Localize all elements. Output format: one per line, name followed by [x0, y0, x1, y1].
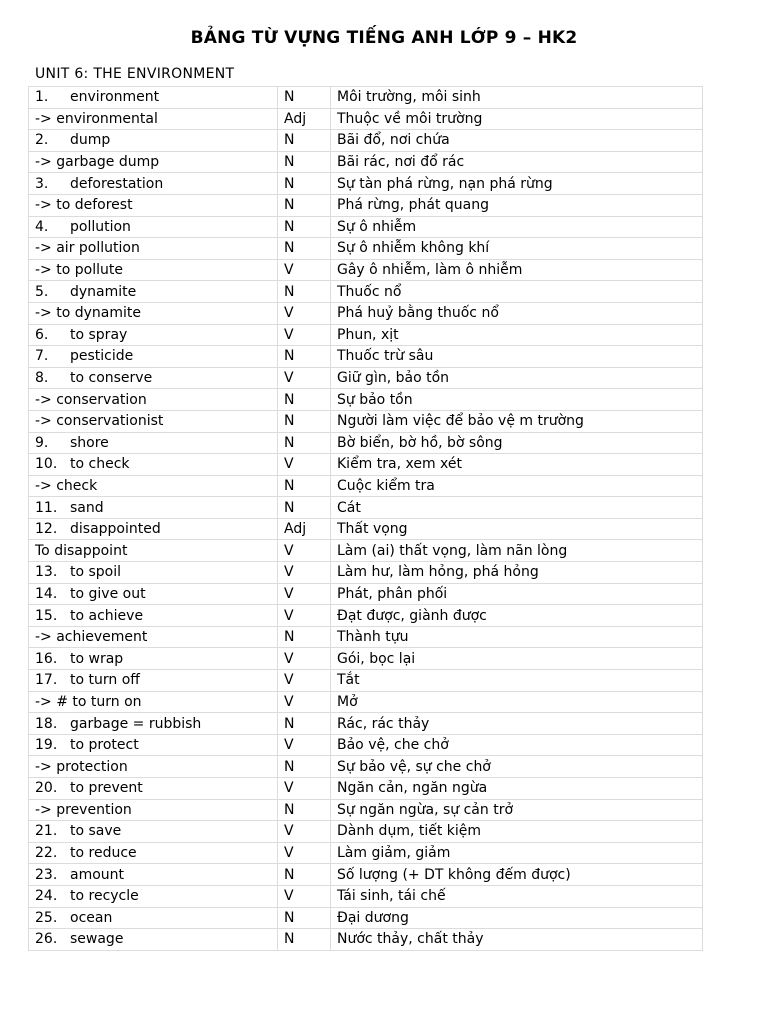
part-of-speech-cell: V — [278, 302, 331, 324]
entry-word: -> to pollute — [35, 262, 123, 279]
word-cell — [29, 626, 278, 648]
meaning-cell: Môi trường, môi sinh — [331, 87, 703, 109]
word-cell — [29, 324, 278, 346]
entry-word: To disappoint — [35, 542, 128, 559]
meaning-cell: Sự ô nhiễm — [331, 216, 703, 238]
entry-number: 21. — [35, 823, 58, 840]
part-of-speech-cell: V — [278, 454, 331, 476]
table-row — [29, 130, 703, 152]
meaning-cell: Phát, phân phối — [331, 583, 703, 605]
entry-number: 4. — [35, 218, 49, 235]
word-cell — [29, 194, 278, 216]
entry-word: -> garbage dump — [35, 154, 160, 171]
word-cell — [29, 648, 278, 670]
meaning-cell: Tắt — [331, 670, 703, 692]
entry-word: sand — [70, 499, 104, 516]
meaning-cell: Nước thảy, chất thảy — [331, 929, 703, 951]
entry-word: to spray — [70, 326, 128, 343]
word-cell — [29, 583, 278, 605]
entry-number: 13. — [35, 564, 58, 581]
part-of-speech-cell: V — [278, 885, 331, 907]
table-row — [29, 259, 703, 281]
meaning-cell: Số lượng (+ DT không đếm được) — [331, 864, 703, 886]
entry-word: to turn off — [70, 672, 140, 689]
part-of-speech-cell: N — [278, 194, 331, 216]
entry-number: 3. — [35, 175, 49, 192]
table-row — [29, 799, 703, 821]
part-of-speech-cell: N — [278, 929, 331, 951]
word-cell — [29, 259, 278, 281]
part-of-speech-cell: V — [278, 821, 331, 843]
entry-number: 2. — [35, 132, 49, 149]
word-cell — [29, 821, 278, 843]
meaning-cell: Bãi đổ, nơi chứa — [331, 130, 703, 152]
meaning-cell: Tái sinh, tái chế — [331, 885, 703, 907]
word-cell — [29, 778, 278, 800]
part-of-speech-cell: V — [278, 670, 331, 692]
entry-number: 12. — [35, 521, 58, 538]
table-row — [29, 691, 703, 713]
word-cell — [29, 562, 278, 584]
word-cell — [29, 540, 278, 562]
table-row — [29, 713, 703, 735]
table-row — [29, 929, 703, 951]
entry-number: 14. — [35, 585, 58, 602]
part-of-speech-cell: N — [278, 799, 331, 821]
word-cell — [29, 346, 278, 368]
part-of-speech-cell: V — [278, 778, 331, 800]
entry-number: 1. — [35, 89, 49, 106]
part-of-speech-cell: N — [278, 389, 331, 411]
meaning-cell: Phá huỷ bằng thuốc nổ — [331, 302, 703, 324]
entry-word: to recycle — [70, 888, 139, 905]
entry-word: to reduce — [70, 845, 137, 862]
entry-word: to wrap — [70, 650, 124, 667]
entry-word: pollution — [70, 218, 131, 235]
meaning-cell: Sự bảo tồn — [331, 389, 703, 411]
entry-word: -> to dynamite — [35, 305, 141, 322]
meaning-cell: Rác, rác thảy — [331, 713, 703, 735]
entry-word: to save — [70, 823, 122, 840]
part-of-speech-cell: Adj — [278, 518, 331, 540]
entry-word: -> environmental — [35, 110, 158, 127]
entry-word: dump — [70, 132, 111, 149]
entry-word: disappointed — [70, 521, 161, 538]
table-row — [29, 648, 703, 670]
entry-word: environment — [70, 89, 160, 106]
table-row — [29, 432, 703, 454]
meaning-cell: Làm (ai) thất vọng, làm nãn lòng — [331, 540, 703, 562]
part-of-speech-cell: N — [278, 864, 331, 886]
part-of-speech-cell: V — [278, 734, 331, 756]
entry-word: to spoil — [70, 564, 122, 581]
table-row — [29, 626, 703, 648]
entry-word: -> achievement — [35, 629, 148, 646]
word-cell — [29, 238, 278, 260]
word-cell — [29, 670, 278, 692]
table-row — [29, 87, 703, 109]
part-of-speech-cell: V — [278, 691, 331, 713]
entry-word: deforestation — [70, 175, 164, 192]
meaning-cell: Làm giảm, giảm — [331, 842, 703, 864]
part-of-speech-cell: N — [278, 626, 331, 648]
word-cell — [29, 87, 278, 109]
word-cell — [29, 605, 278, 627]
meaning-cell: Giữ gìn, bảo tồn — [331, 367, 703, 389]
entry-word: dynamite — [70, 283, 137, 300]
part-of-speech-cell: V — [278, 259, 331, 281]
word-cell — [29, 367, 278, 389]
table-row — [29, 821, 703, 843]
word-cell — [29, 108, 278, 130]
entry-number: 5. — [35, 283, 49, 300]
meaning-cell: Sự ngăn ngừa, sự cản trở — [331, 799, 703, 821]
entry-number: 9. — [35, 434, 49, 451]
entry-number: 25. — [35, 909, 58, 926]
table-row — [29, 885, 703, 907]
part-of-speech-cell: V — [278, 324, 331, 346]
entry-number: 19. — [35, 737, 58, 754]
table-row — [29, 518, 703, 540]
word-cell — [29, 929, 278, 951]
entry-word: to protect — [70, 737, 139, 754]
word-cell — [29, 130, 278, 152]
entry-word: to give out — [70, 585, 146, 602]
entry-number: 20. — [35, 780, 58, 797]
entry-word: garbage = rubbish — [70, 715, 202, 732]
word-cell — [29, 799, 278, 821]
word-cell — [29, 691, 278, 713]
part-of-speech-cell: N — [278, 713, 331, 735]
table-row — [29, 864, 703, 886]
entry-word: -> # to turn on — [35, 693, 142, 710]
meaning-cell: Thuốc nổ — [331, 281, 703, 303]
meaning-cell: Dành dụm, tiết kiệm — [331, 821, 703, 843]
table-row — [29, 173, 703, 195]
table-row — [29, 410, 703, 432]
word-cell — [29, 454, 278, 476]
part-of-speech-cell: N — [278, 216, 331, 238]
part-of-speech-cell: V — [278, 367, 331, 389]
word-cell — [29, 151, 278, 173]
entry-word: to check — [70, 456, 130, 473]
entry-number: 24. — [35, 888, 58, 905]
table-row — [29, 907, 703, 929]
table-row — [29, 324, 703, 346]
part-of-speech-cell: V — [278, 605, 331, 627]
entry-word: pesticide — [70, 348, 134, 365]
meaning-cell: Thất vọng — [331, 518, 703, 540]
table-row — [29, 583, 703, 605]
word-cell — [29, 389, 278, 411]
table-row — [29, 605, 703, 627]
part-of-speech-cell: N — [278, 410, 331, 432]
entry-word: to conserve — [70, 370, 153, 387]
word-cell — [29, 864, 278, 886]
entry-number: 15. — [35, 607, 58, 624]
part-of-speech-cell: N — [278, 346, 331, 368]
word-cell — [29, 713, 278, 735]
table-row — [29, 670, 703, 692]
entry-word: to achieve — [70, 607, 144, 624]
table-row — [29, 778, 703, 800]
meaning-cell: Thuộc về môi trường — [331, 108, 703, 130]
table-row — [29, 454, 703, 476]
meaning-cell: Ngăn cản, ngăn ngừa — [331, 778, 703, 800]
entry-number: 17. — [35, 672, 58, 689]
entry-word: sewage — [70, 931, 124, 948]
part-of-speech-cell: N — [278, 87, 331, 109]
word-cell — [29, 907, 278, 929]
entry-word: shore — [70, 434, 109, 451]
meaning-cell: Đạt được, giành được — [331, 605, 703, 627]
entry-word: -> to deforest — [35, 197, 133, 214]
part-of-speech-cell: N — [278, 130, 331, 152]
table-row — [29, 216, 703, 238]
meaning-cell: Sự bảo vệ, sự che chở — [331, 756, 703, 778]
meaning-cell: Cát — [331, 497, 703, 519]
entry-number: 23. — [35, 866, 58, 883]
part-of-speech-cell: V — [278, 540, 331, 562]
entry-word: -> protection — [35, 758, 128, 775]
meaning-cell: Mở — [331, 691, 703, 713]
word-cell — [29, 842, 278, 864]
table-row — [29, 540, 703, 562]
table-row — [29, 756, 703, 778]
meaning-cell: Sự ô nhiễm không khí — [331, 238, 703, 260]
entry-number: 6. — [35, 326, 49, 343]
entry-word: -> conservationist — [35, 413, 164, 430]
table-row — [29, 475, 703, 497]
part-of-speech-cell: V — [278, 648, 331, 670]
table-row — [29, 497, 703, 519]
table-row — [29, 108, 703, 130]
entry-word: -> check — [35, 477, 98, 494]
table-row — [29, 562, 703, 584]
part-of-speech-cell: N — [278, 756, 331, 778]
meaning-cell: Bờ biển, bờ hồ, bờ sông — [331, 432, 703, 454]
entry-word: to prevent — [70, 780, 143, 797]
entry-word: -> prevention — [35, 801, 132, 818]
meaning-cell: Thành tựu — [331, 626, 703, 648]
meaning-cell: Kiểm tra, xem xét — [331, 454, 703, 476]
word-cell — [29, 475, 278, 497]
table-row — [29, 842, 703, 864]
word-cell — [29, 410, 278, 432]
table-row — [29, 281, 703, 303]
entry-number: 11. — [35, 499, 58, 516]
entry-number: 22. — [35, 845, 58, 862]
entry-word: ocean — [70, 909, 113, 926]
entry-word: -> conservation — [35, 391, 147, 408]
word-cell — [29, 885, 278, 907]
part-of-speech-cell: N — [278, 475, 331, 497]
word-cell — [29, 756, 278, 778]
word-cell — [29, 302, 278, 324]
meaning-cell: Làm hư, làm hỏng, phá hỏng — [331, 562, 703, 584]
meaning-cell: Sự tàn phá rừng, nạn phá rừng — [331, 173, 703, 195]
word-cell — [29, 432, 278, 454]
page-title: BẢNG TỪ VỰNG TIẾNG ANH LỚP 9 – HK2 — [190, 28, 578, 48]
entry-number: 18. — [35, 715, 58, 732]
meaning-cell: Thuốc trừ sâu — [331, 346, 703, 368]
entry-number: 16. — [35, 650, 58, 667]
word-cell — [29, 518, 278, 540]
part-of-speech-cell: N — [278, 238, 331, 260]
entry-number: 7. — [35, 348, 49, 365]
meaning-cell: Phá rừng, phát quang — [331, 194, 703, 216]
word-cell — [29, 173, 278, 195]
meaning-cell: Đại dương — [331, 907, 703, 929]
part-of-speech-cell: N — [278, 432, 331, 454]
meaning-cell: Gói, bọc lại — [331, 648, 703, 670]
vocabulary-table — [28, 86, 703, 951]
meaning-cell: Gây ô nhiễm, làm ô nhiễm — [331, 259, 703, 281]
entry-word: -> air pollution — [35, 240, 140, 257]
word-cell — [29, 497, 278, 519]
table-row — [29, 238, 703, 260]
meaning-cell: Cuộc kiểm tra — [331, 475, 703, 497]
meaning-cell: Phun, xịt — [331, 324, 703, 346]
vocabulary-table-body — [29, 87, 703, 951]
meaning-cell: Bảo vệ, che chở — [331, 734, 703, 756]
meaning-cell: Bãi rác, nơi đổ rác — [331, 151, 703, 173]
part-of-speech-cell: V — [278, 583, 331, 605]
part-of-speech-cell: N — [278, 907, 331, 929]
unit-heading: UNIT 6: THE ENVIRONMENT — [35, 66, 235, 82]
part-of-speech-cell: Adj — [278, 108, 331, 130]
word-cell — [29, 281, 278, 303]
table-row — [29, 346, 703, 368]
table-row — [29, 194, 703, 216]
part-of-speech-cell: N — [278, 151, 331, 173]
part-of-speech-cell: N — [278, 173, 331, 195]
part-of-speech-cell: V — [278, 842, 331, 864]
table-row — [29, 389, 703, 411]
meaning-cell: Người làm việc để bảo vệ m trường — [331, 410, 703, 432]
part-of-speech-cell: N — [278, 281, 331, 303]
entry-word: amount — [70, 866, 125, 883]
entry-number: 8. — [35, 370, 49, 387]
table-row — [29, 734, 703, 756]
part-of-speech-cell: V — [278, 562, 331, 584]
word-cell — [29, 216, 278, 238]
table-row — [29, 302, 703, 324]
entry-number: 10. — [35, 456, 58, 473]
part-of-speech-cell: N — [278, 497, 331, 519]
word-cell — [29, 734, 278, 756]
entry-number: 26. — [35, 931, 58, 948]
table-row — [29, 151, 703, 173]
table-row — [29, 367, 703, 389]
